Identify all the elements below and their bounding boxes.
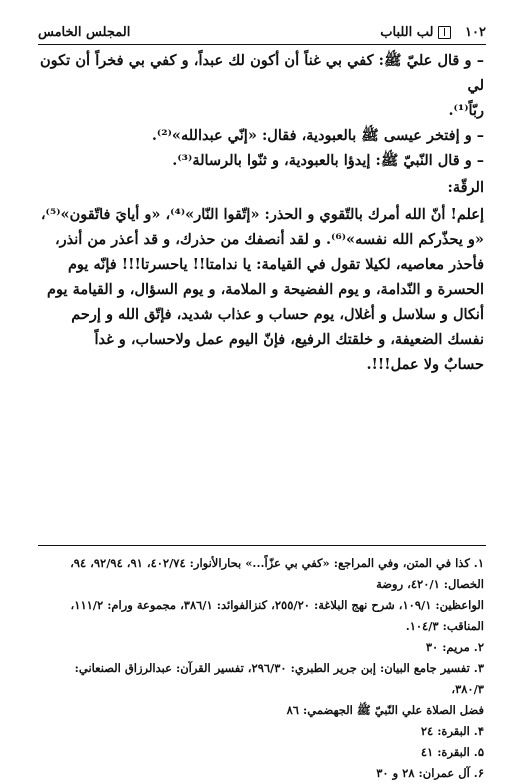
paragraph-line: إعلم! أنّ الله أمرك بالتّقوي و الحذر: «إتّقوا النّار»⁽⁴⁾، «و أيايَ فاتّقون»⁽⁵⁾، (40, 206, 484, 223)
paragraph-line: «و يحذّركم الله نفسه»⁽⁶⁾. و لقد أنصفك من حذرك، و قد أعذر من أنذر، (54, 231, 484, 248)
book-title-group (380, 25, 451, 40)
main-paragraph (40, 202, 484, 377)
footnote-line: ۱. كذا في المتن، وفي المراجع: «كفي بي عزّاً...» بحارالأنوار: ٤٠٢/٧٤، ٩١، ٩٢/٩٤، ٩٤، الخصال: ٤٢٠/١، روضة (70, 556, 484, 591)
header-right (380, 25, 486, 40)
body-line: – و قال النّبيّ ﷺ: إيدؤا بالعبودية، و ثنّوا بالرسالة⁽³⁾. (172, 152, 484, 169)
paragraph-line: نفسك الضعيفة، و خلقتك الرفيع، فإنّ اليوم عمل ولاحساب، و غداً (94, 331, 484, 348)
book-title: لب اللباب (380, 24, 434, 40)
page-number: ١٠٢ (465, 24, 486, 40)
footnote-line: فضل الصلاة علي النّبيّ ﷺ الجهضمي: ٨٦ (286, 703, 484, 717)
footnote-rule (38, 545, 486, 546)
body-line: ربّاً⁽¹⁾. (448, 102, 484, 119)
session-title: المجلس الخامس (38, 24, 131, 40)
paragraph-line: حسابٌ ولا عمل!!!. (366, 356, 484, 373)
footnote-line: ۴. البقرة: ٢٤ (420, 724, 484, 738)
footnote-line: ۳. تفسير جامع البيان: إبن جرير الطبري: ٢٩٦/٣٠، تفسير القرآن: عبدالرزاق الصنعاني: ٣٨٠/٣، (74, 661, 484, 696)
body-line: – و قال عليّ ﷺ: كفي بي غناً أن أكون لك عبداً، و كفي بي فخراً أن تكون لي (40, 52, 484, 94)
book-icon (438, 26, 451, 39)
header-rule (38, 44, 486, 45)
section-heading: الرقّة: (447, 179, 484, 196)
footnote-line: ۲. مريم: ٣٠ (425, 640, 484, 654)
footnote-line: ۵. البقرة: ٤١ (420, 745, 484, 759)
page-header (38, 22, 486, 42)
page-body (40, 48, 484, 377)
footnote-line: ۶. آل عمران: ٢٨ و ٣٠ (376, 766, 484, 780)
paragraph-line: أنكال و سلاسل و أغلال، يوم حساب و عذاب شديد، فإتّق الله و إرحم (71, 306, 484, 323)
paragraph-line: فأحذر معاصيه، لكيلا تقول في القيامة: يا ندامتا!! ياحسرتا!!! فإنّه يوم (67, 256, 484, 273)
body-line: – و إفتخر عيسى ﷺ بالعبودية، فقال: «إنّي عبدالله»⁽²⁾. (151, 127, 484, 144)
footnote-line: الواعظين: ١٠٩/١، شرح نهج البلاغة: ٢٥٥/٢٠، كنزالفوائد: ٣٨٦/١، مجموعة ورام: ١١١/٢، المناقب: ١٠٤/٣. (70, 598, 484, 633)
footnotes (40, 553, 484, 784)
paragraph-line: الحسرة و النّدامة، و يوم الفضيحة و الملامة، و يوم السؤال، و القيامة يوم (47, 281, 484, 298)
